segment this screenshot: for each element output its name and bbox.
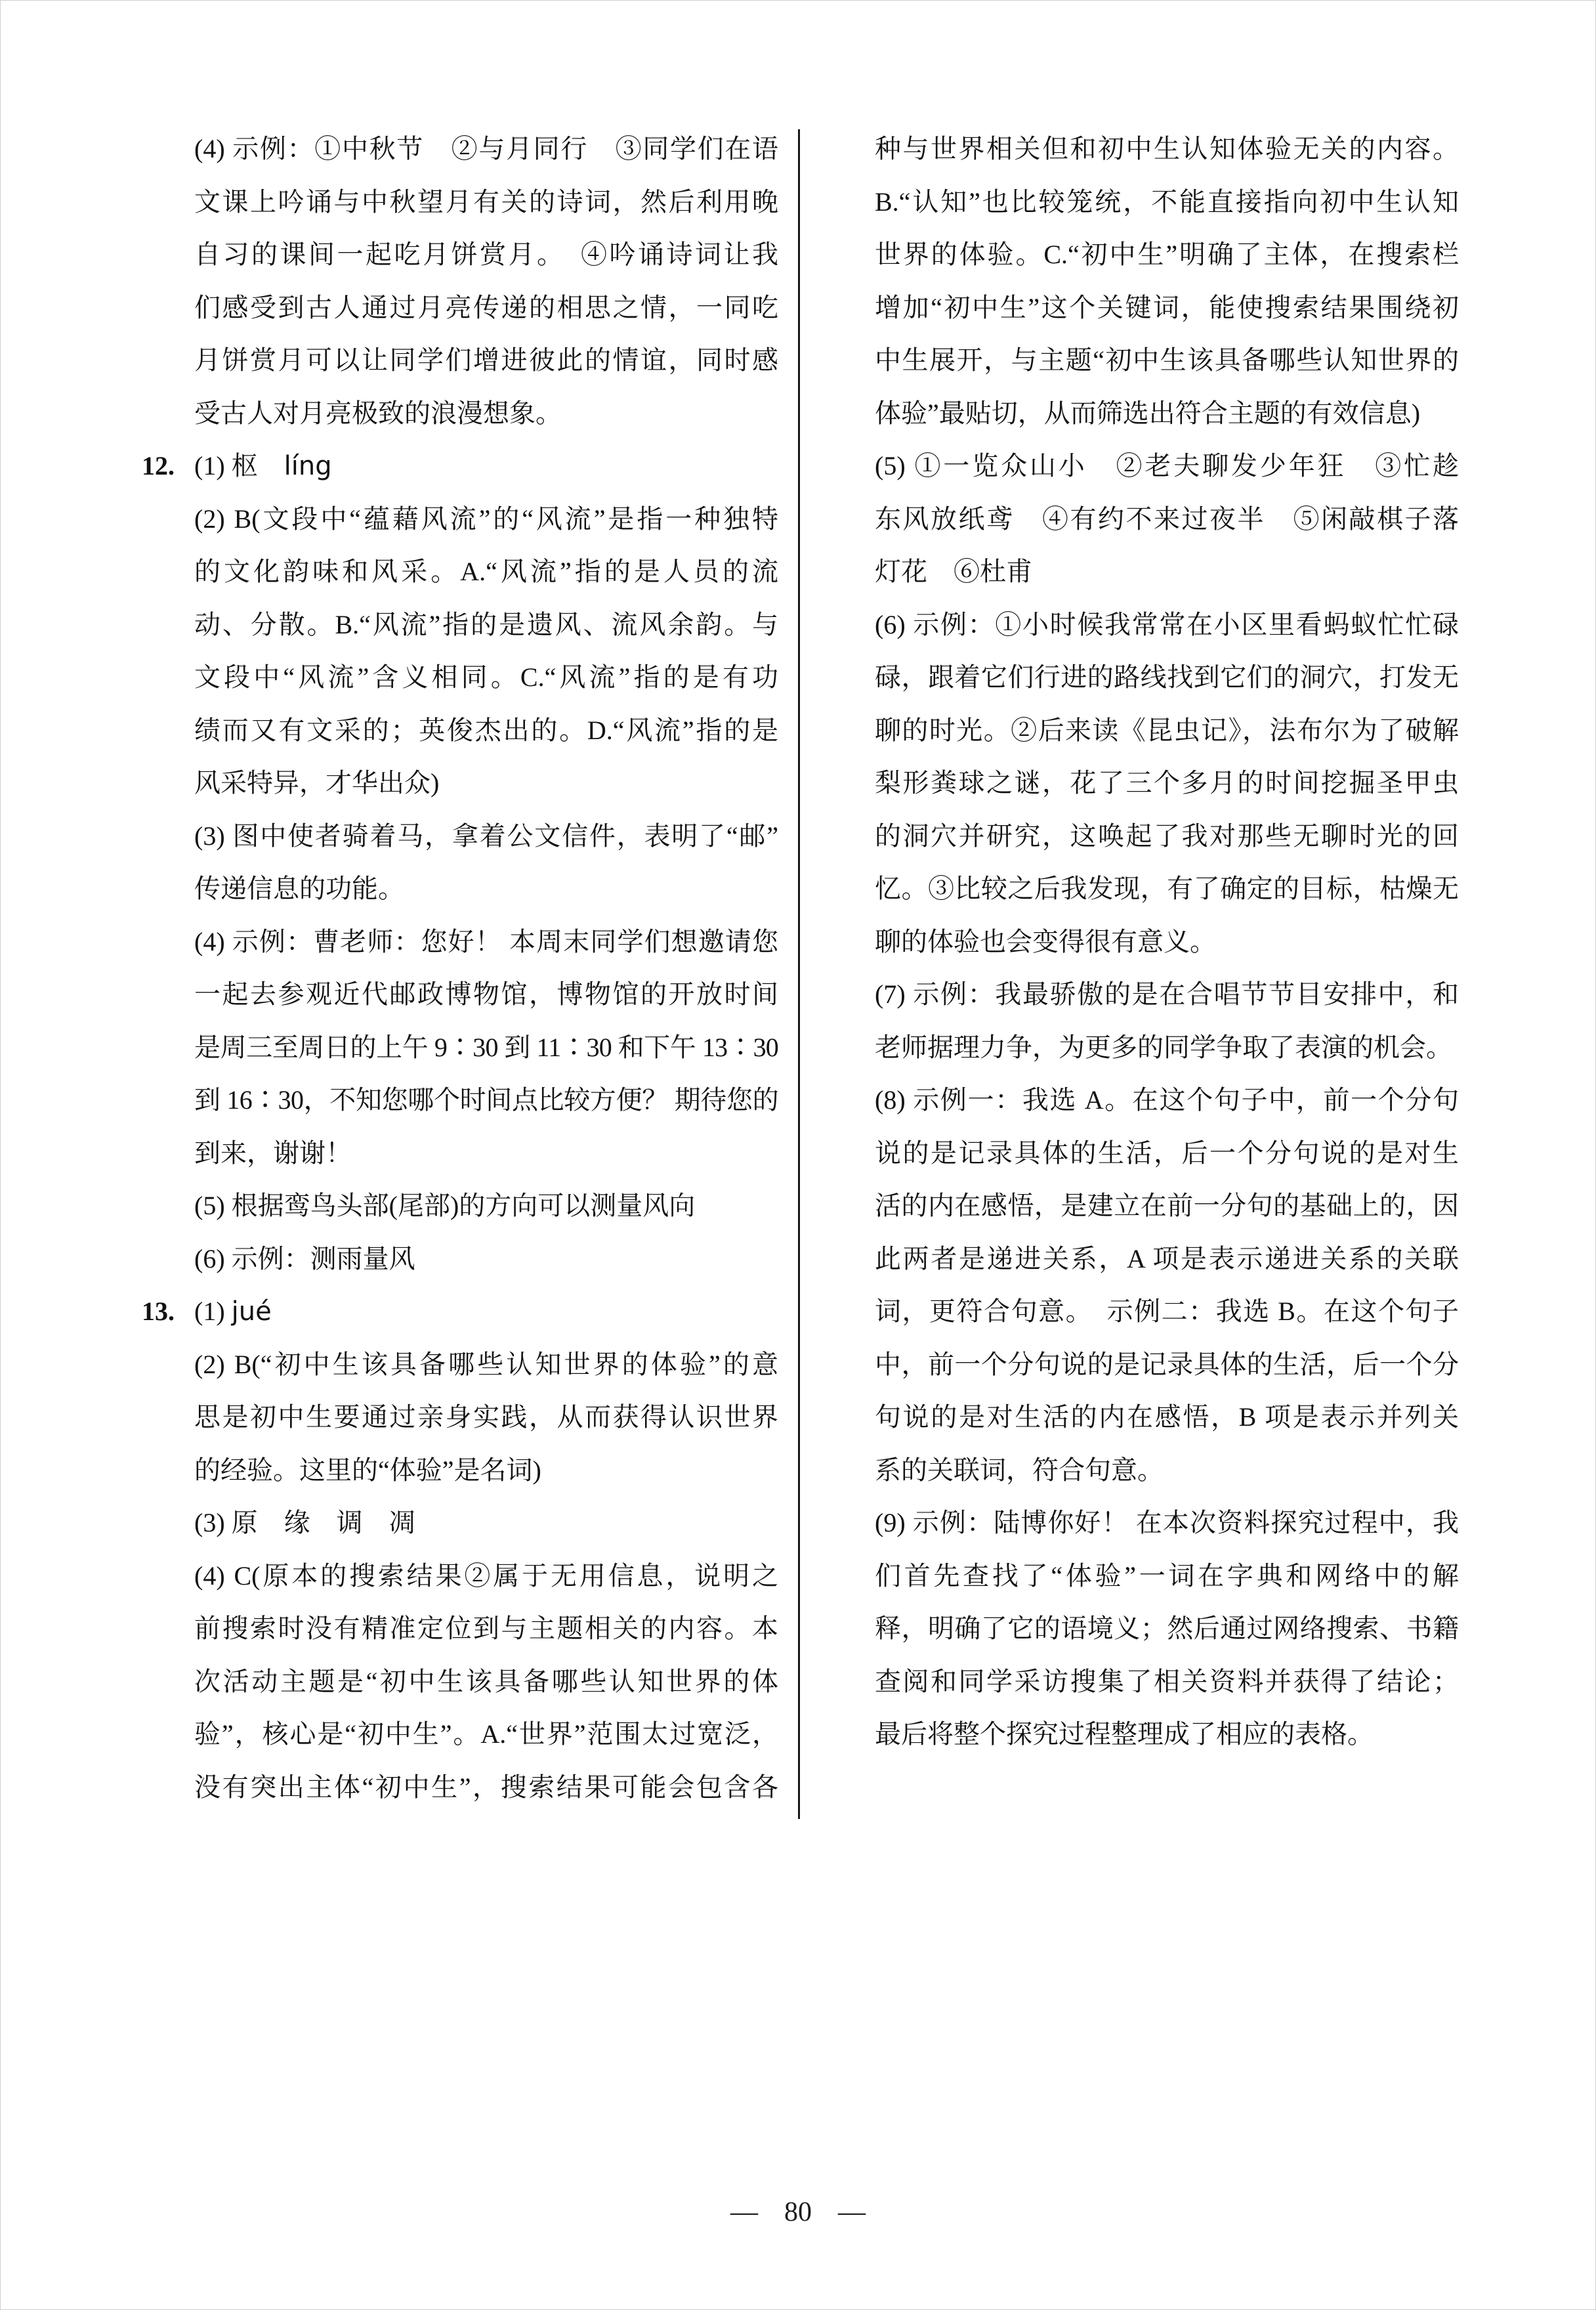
answer-text: 思是初中生要通过亲身实践，从而获得认识世界 bbox=[194, 1402, 778, 1432]
text-line bbox=[875, 1444, 1459, 1497]
answer-text: 说的是记录具体的生活，后一个分句说的是对生 bbox=[875, 1138, 1459, 1168]
answer-text: 词，更符合句意。 示例二：我选 B。在这个句子 bbox=[875, 1296, 1459, 1326]
text-line bbox=[194, 493, 778, 546]
text-line bbox=[875, 1338, 1459, 1392]
text-line bbox=[194, 1127, 778, 1180]
answer-text: (6) 示例：①小时候我常常在小区里看蚂蚁忙忙碌 bbox=[875, 609, 1459, 639]
answer-text: 传递信息的功能。 bbox=[194, 874, 404, 903]
answer-text: 没有突出主体“初中生”，搜索结果可能会包含各 bbox=[194, 1772, 778, 1802]
answer-text: (1) bbox=[194, 1296, 232, 1326]
text-line bbox=[875, 228, 1459, 282]
item-number: 13. bbox=[142, 1296, 175, 1326]
text-line bbox=[194, 810, 778, 863]
answer-text: 最后将整个探究过程整理成了相应的表格。 bbox=[875, 1719, 1374, 1749]
text-line bbox=[194, 282, 778, 335]
answer-text: 们首先查找了“体验”一词在字典和网络中的解 bbox=[875, 1560, 1459, 1591]
text-line bbox=[875, 599, 1459, 652]
answer-text: (5) 根据鸾鸟头部(尾部)的方向可以测量风向 bbox=[194, 1191, 696, 1220]
text-line bbox=[875, 810, 1459, 863]
text-line bbox=[194, 545, 778, 599]
text-line bbox=[194, 1708, 778, 1761]
answer-text: 活的内在感悟，是建立在前一分句的基础上的，因 bbox=[875, 1191, 1459, 1220]
text-line bbox=[875, 493, 1459, 546]
answer-text: 增加“初中生”这个关键词，能使搜索结果围绕初 bbox=[875, 292, 1459, 322]
answer-text: 种与世界相关但和初中生认知体验无关的内容。 bbox=[875, 134, 1459, 163]
text-line bbox=[194, 1074, 778, 1127]
answer-text: 月饼赏月可以让同学们增进彼此的情谊，同时感 bbox=[194, 345, 778, 375]
answer-text: 系的关联词，符合句意。 bbox=[875, 1455, 1164, 1485]
text-line bbox=[875, 123, 1459, 176]
text-line bbox=[875, 1127, 1459, 1180]
answer-text: 世界的体验。C.“初中生”明确了主体，在搜索栏 bbox=[875, 240, 1459, 269]
text-line bbox=[194, 228, 778, 282]
answer-text: (7) 示例：我最骄傲的是在合唱节节目安排中，和 bbox=[875, 979, 1459, 1009]
text-line bbox=[875, 1602, 1459, 1656]
text-line bbox=[194, 1656, 778, 1709]
answer-text: 中生展开，与主题“初中生该具备哪些认知世界的 bbox=[875, 345, 1459, 375]
text-line bbox=[142, 1285, 778, 1338]
column-divider bbox=[798, 129, 800, 1819]
text-line bbox=[875, 651, 1459, 704]
item-number: 12. bbox=[142, 451, 175, 481]
text-line bbox=[194, 1338, 778, 1392]
text-line bbox=[194, 1391, 778, 1444]
text-line bbox=[194, 176, 778, 229]
text-line bbox=[875, 1180, 1459, 1233]
answer-text: 中，前一个分句说的是记录具体的生活，后一个分 bbox=[875, 1349, 1459, 1379]
text-line bbox=[194, 334, 778, 387]
answer-text: 一起去参观近代邮政博物馆，博物馆的开放时间 bbox=[194, 979, 778, 1009]
answer-text: 文课上吟诵与中秋望月有关的诗词，然后利用晚 bbox=[194, 186, 778, 217]
answer-text: 体验”最贴切，从而筛选出符合主题的有效信息) bbox=[875, 398, 1421, 428]
text-line bbox=[194, 863, 778, 916]
answer-text: 的洞穴并研究，这唤起了我对那些无聊时光的回 bbox=[875, 821, 1459, 851]
text-line bbox=[194, 387, 778, 440]
text-line bbox=[875, 704, 1459, 758]
answer-text: 灯花 ⑥杜甫 bbox=[875, 557, 1032, 586]
answer-text: 聊的时光。②后来读《昆虫记》，法布尔为了破解 bbox=[875, 715, 1459, 745]
text-line bbox=[875, 1391, 1459, 1444]
text-line bbox=[875, 1285, 1459, 1338]
footer-dash-left: — bbox=[730, 2197, 758, 2227]
text-line bbox=[875, 968, 1459, 1021]
answer-text: (1) 枢 bbox=[194, 451, 284, 481]
text-line bbox=[875, 1021, 1459, 1075]
answer-text: 前搜索时没有精准定位到与主题相关的内容。本 bbox=[194, 1614, 778, 1643]
text-line bbox=[194, 1233, 778, 1286]
text-line bbox=[875, 1656, 1459, 1709]
pinyin-text: líng bbox=[284, 451, 332, 481]
answer-text: 自习的课间一起吃月饼赏月。 ④吟诵诗词让我 bbox=[194, 240, 778, 269]
answer-text: 们感受到古人通过月亮传递的相思之情，一同吃 bbox=[194, 292, 778, 322]
answer-text: 东风放纸鸢 ④有约不来过夜半 ⑤闲敲棋子落 bbox=[875, 503, 1459, 534]
text-line bbox=[875, 387, 1459, 440]
text-line bbox=[875, 1233, 1459, 1286]
right-column bbox=[875, 123, 1459, 1761]
text-line bbox=[194, 651, 778, 704]
answer-text: (4) C(原本的搜索结果②属于无用信息，说明之 bbox=[194, 1560, 778, 1591]
text-line bbox=[142, 440, 778, 493]
answer-text: 梨形粪球之谜，花了三个多月的时间挖掘圣甲虫 bbox=[875, 768, 1459, 798]
text-line bbox=[875, 282, 1459, 335]
answer-text: (9) 示例：陆博你好！ 在本次资料探究过程中，我 bbox=[875, 1508, 1459, 1537]
text-line bbox=[194, 123, 778, 176]
answer-text: 绩而又有文采的；英俊杰出的。D.“风流”指的是 bbox=[194, 715, 778, 745]
answer-text: 释，明确了它的语境义；然后通过网络搜索、书籍 bbox=[875, 1614, 1459, 1643]
pinyin-text: jué bbox=[231, 1296, 272, 1327]
answer-text: (8) 示例一：我选 A。在这个句子中，前一个分句 bbox=[875, 1085, 1459, 1115]
answer-text: B.“认知”也比较笼统，不能直接指向初中生认知 bbox=[875, 186, 1459, 217]
text-line bbox=[194, 1602, 778, 1656]
answer-text: 此两者是递进关系，A 项是表示递进关系的关联 bbox=[875, 1243, 1459, 1273]
answer-text: 碌，跟着它们行进的路线找到它们的洞穴，打发无 bbox=[875, 662, 1459, 692]
answer-text: 到来，谢谢！ bbox=[194, 1138, 352, 1168]
text-line bbox=[875, 176, 1459, 229]
answer-text: 的文化韵味和风采。A.“风流”指的是人员的流 bbox=[194, 557, 778, 586]
text-line bbox=[875, 1497, 1459, 1550]
answer-text: (2) B(“初中生该具备哪些认知世界的体验”的意 bbox=[194, 1349, 778, 1379]
answer-text: 风采特异，才华出众) bbox=[194, 768, 440, 798]
answer-text: 句说的是对生活的内在感悟，B 项是表示并列关 bbox=[875, 1402, 1459, 1432]
text-line bbox=[194, 599, 778, 652]
text-line bbox=[194, 1021, 778, 1075]
text-line bbox=[194, 968, 778, 1021]
page-footer bbox=[1, 2196, 1595, 2228]
text-line bbox=[875, 1074, 1459, 1127]
left-column bbox=[142, 123, 778, 1814]
text-line bbox=[194, 1761, 778, 1814]
answer-text: 聊的体验也会变得很有意义。 bbox=[875, 926, 1216, 956]
answer-text: 文段中“风流”含义相同。C.“风流”指的是有功 bbox=[194, 662, 778, 692]
answer-text: 次活动主题是“初中生该具备哪些认知世界的体 bbox=[194, 1666, 778, 1696]
text-line bbox=[875, 863, 1459, 916]
answer-text: (6) 示例：测雨量风 bbox=[194, 1243, 415, 1273]
text-line bbox=[875, 1550, 1459, 1603]
text-line bbox=[875, 334, 1459, 387]
text-line bbox=[194, 1550, 778, 1603]
answer-text: 老师据理力争，为更多的同学争取了表演的机会。 bbox=[875, 1032, 1452, 1062]
text-line bbox=[875, 545, 1459, 599]
text-line bbox=[875, 757, 1459, 810]
answer-text: 受古人对月亮极致的浪漫想象。 bbox=[194, 398, 562, 428]
answer-text: (2) B(文段中“蕴藉风流”的“风流”是指一种独特 bbox=[194, 503, 778, 534]
page-number: 80 bbox=[784, 2197, 812, 2227]
text-line bbox=[194, 704, 778, 758]
answer-text: (3) 原 缘 调 凋 bbox=[194, 1508, 415, 1537]
answer-text: (3) 图中使者骑着马，拿着公文信件，表明了“邮” bbox=[194, 821, 778, 851]
text-line bbox=[875, 440, 1459, 493]
text-line bbox=[875, 1708, 1459, 1761]
answer-text: 到 16∶30，不知您哪个时间点比较方便？ 期待您的 bbox=[194, 1085, 778, 1115]
answer-text: 验”，核心是“初中生”。A.“世界”范围太过宽泛， bbox=[194, 1719, 778, 1749]
text-line bbox=[194, 916, 778, 969]
text-line bbox=[194, 1497, 778, 1550]
answer-text: (4) 示例：①中秋节 ②与月同行 ③同学们在语 bbox=[194, 134, 778, 163]
footer-dash-right: — bbox=[838, 2197, 866, 2227]
answer-text: (4) 示例：曹老师：您好！ 本周末同学们想邀请您 bbox=[194, 926, 778, 956]
answer-text: 动、分散。B.“风流”指的是遗风、流风余韵。与 bbox=[194, 609, 778, 639]
answer-text: 忆。③比较之后我发现，有了确定的目标，枯燥无 bbox=[875, 874, 1459, 903]
answer-text: 的经验。这里的“体验”是名词) bbox=[194, 1455, 541, 1485]
answer-text: 是周三至周日的上午 9∶30 到 11∶30 和下午 13∶30 bbox=[194, 1032, 778, 1062]
text-line bbox=[194, 757, 778, 810]
text-line bbox=[194, 1180, 778, 1233]
text-line bbox=[875, 916, 1459, 969]
answer-text: 查阅和同学采访搜集了相关资料并获得了结论； bbox=[875, 1666, 1459, 1696]
text-line bbox=[194, 1444, 778, 1497]
answer-text: (5) ①一览众山小 ②老夫聊发少年狂 ③忙趁 bbox=[875, 451, 1459, 481]
